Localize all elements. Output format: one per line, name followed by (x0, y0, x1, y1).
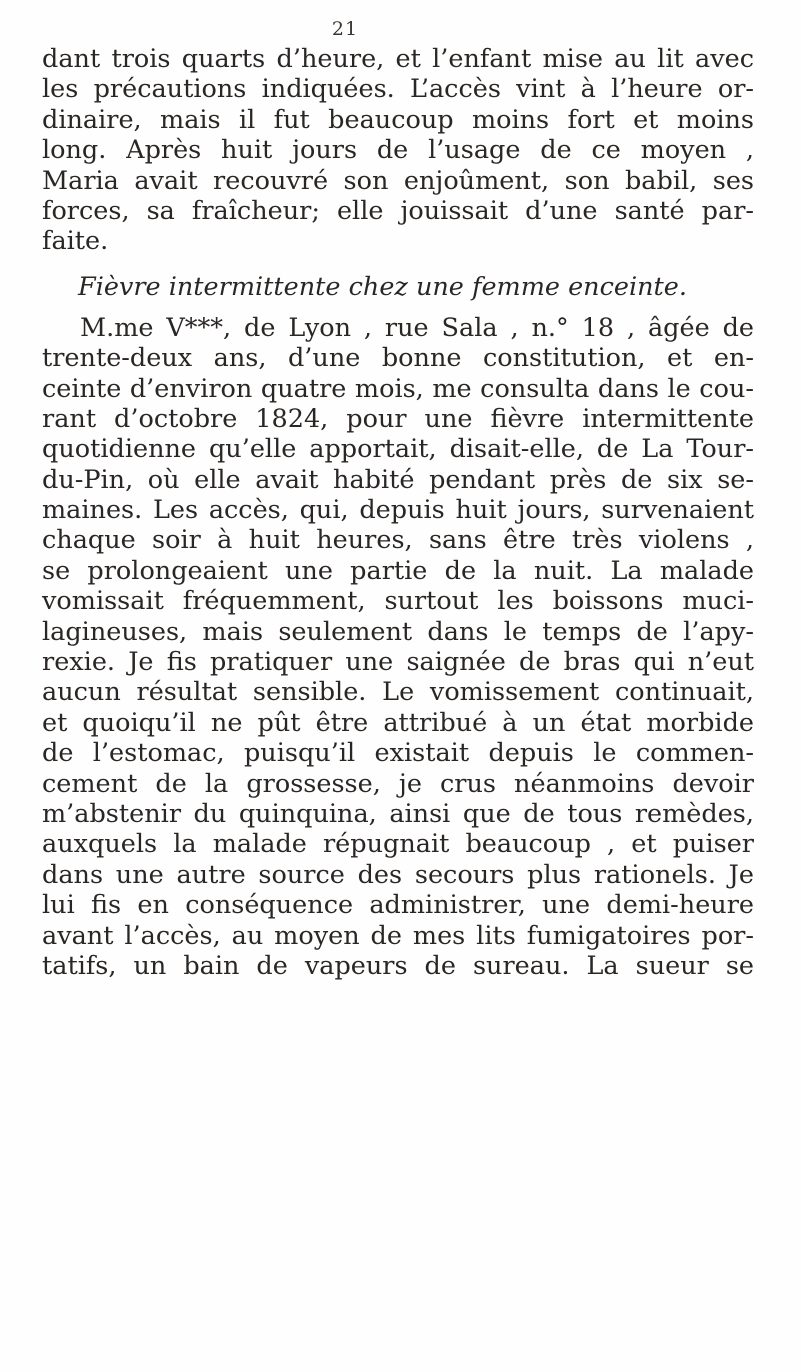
paragraph-continued (42, 44, 754, 257)
text-line: M.me V***, de Lyon , rue Sala , n.° 18 , âgée de (80, 312, 754, 343)
text-line: tatifs, un bain de vapeurs de sureau. La sueur se (42, 950, 754, 981)
text-line: lui fis en conséquence administrer, une demi-heure (42, 890, 754, 921)
text-line: vomissait fréquemment, surtout les boissons muci- (42, 586, 754, 617)
text-line: lagineuses, mais seulement dans le temps de l’apy- (42, 616, 754, 647)
text-line: rexie. Je fis pratiquer une saignée de bras qui n’eut (42, 647, 754, 678)
text-line: cement de la grossesse, je crus néanmoins devoir (42, 768, 754, 799)
text-line: ceinte d’environ quatre mois, me consulta dans le cou- (42, 373, 754, 404)
text-line: chaque soir à huit heures, sans être très violens , (42, 525, 754, 556)
text-line: trente-deux ans, d’une bonne constitution, et en- (42, 343, 754, 374)
text-line: avant l’accès, au moyen de mes lits fumigatoires por- (42, 920, 754, 951)
text-line: faite. (42, 226, 109, 257)
text-line: se prolongeaient une partie de la nuit. La malade (42, 555, 754, 586)
text-line: forces, sa fraîcheur; elle jouissait d’une santé par- (42, 195, 754, 226)
text-line: dant trois quarts d’heure, et l’enfant mise au lit avec (42, 44, 754, 74)
text-line: auxquels la malade répugnait beaucoup , et puiser (42, 829, 754, 860)
text-line: dinaire, mais il fut beaucoup moins fort et moins (42, 104, 754, 135)
text-line: du-Pin, où elle avait habité pendant près de six se- (42, 464, 754, 495)
text-line: dans une autre source des secours plus rationels. Je (42, 859, 754, 890)
text-line: les précautions indiquées. L’accès vint à l’heure or- (42, 74, 754, 105)
text-line: rant d’octobre 1824, pour une fièvre intermittente (42, 403, 754, 434)
text-line: de l’estomac, puisqu’il existait depuis le commen- (42, 738, 754, 769)
page-text (42, 44, 754, 981)
page-number: 21 (331, 18, 359, 40)
paragraph-case-report (42, 313, 754, 982)
text-line: et quoiqu’il ne pût être attribué à un état morbide (42, 707, 754, 738)
text-line: aucun résultat sensible. Le vomissement continuait, (42, 677, 754, 708)
section-heading: Fièvre intermittente chez une femme enceinte. (78, 271, 687, 302)
text-line: maines. Les accès, qui, depuis huit jours, survenaient (42, 495, 754, 526)
text-line: quotidienne qu’elle apportait, disait-elle, de La Tour- (42, 434, 754, 465)
text-line: Maria avait recouvré son enjoûment, son babil, ses (42, 165, 754, 196)
text-line: long. Après huit jours de l’usage de ce moyen , (42, 135, 754, 166)
text-line: m’abstenir du quinquina, ainsi que de tous remèdes, (42, 798, 754, 829)
